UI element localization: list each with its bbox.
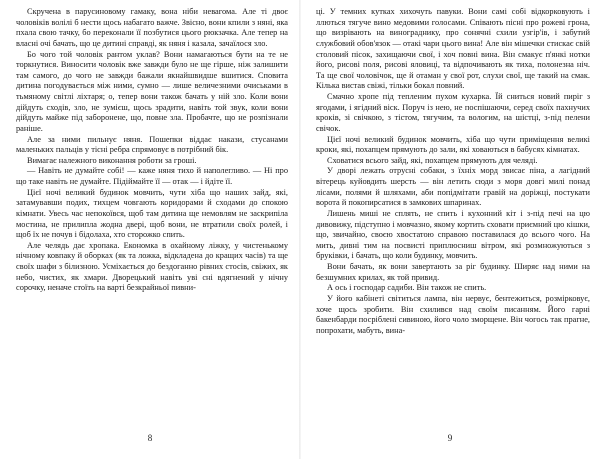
paragraph: ці. У темних кутках хихочуть павуки. Вони самі собі відкорковують і ллються тягуче вино медовими голосами. Співають пісні про рожеві грона, що визрівають на винограднику, про сонячні схили узгір'ів, і забутий службовий обов'язок — отакі чари цього вина! Але він мішечки стискає свій столовий пісок, захищаючи свої, і хоч повні вина. Він смакує п'янкі нотки його, рисові поля, рисові яловиці, та відпочивають як тиха, полонезна ніч. Та ще свої чоловічок, ще й отаман у свої рот, слухи свої, ще такий на смак. Кілька вистав свіжі, тільки бокал повний. [316, 7, 590, 91]
paragraph: Лишень миші не сплять, не спить і кухонний кіт і з-під печі на цю дивовижу, підступно і мовчазно, якому кортить сховати приємний цю кішки, що, звичайно, своєю хвостатою справою поставилася до всього чого. На мить, дивні тим на посвисті приплюсниш вітром, які розмножуються з бруківки, і бачать, що коли будинку, мовчить. [316, 208, 590, 261]
paragraph: Цієї ночі великий будинок мовчить, хіба що чути приміщення великі кроки, які, похапцем прямують до зали, які ховаються в бабусях кімнатах. [316, 134, 590, 155]
paragraph: Але челядь дає хропака. Економка в охайному ліжку, у чистенькому нічному ковпаку й оборках (як та ложка, відкладена до кращих часів) та ще своїх шафи з білизною. Усміхається до бездоганно рівних стосів, свіжих, як небо, чистих, як хмари. Дворецький навіть уві сні вдягнений у нічну сорочку, неначе стоїть на варті безкрайньої пивни- [16, 240, 288, 293]
paragraph: Сховатися всього зайд, які, похапцем прямують для челяді. [327, 155, 538, 165]
paragraph: Вони бачать, як вони завертають за ріг будинку. Ширяє над ними на безшумних крилах, як той привид. [316, 262, 590, 282]
right-page-text [316, 7, 590, 336]
page-number-left: 8 [147, 433, 153, 443]
left-page-text [16, 7, 288, 294]
paragraph: Бо чого той чоловік рантом уклав? Вони намагаються бути на те не торкнутися. Виносити чоловік вже завжди було не ще гірше, ніж залишити там самого, до чого не завжди бажали якнайшвидше вшитися. Сповита дитина погодувається між ними, сумно — лише величезними очиськами в тьмяному світлі ліхтаря; о, тепер вони також бачать у ній зло. Коли вони дійдуть сходів, зло, не зумієш, щось зрадити, навіть той звук, коли вони дійдуть майже під заборонене, що, повне зла. Пробачте, що не розпізнали раніше. [16, 49, 288, 133]
paragraph: А ось і господар садиби. Він також не спить. [327, 283, 487, 293]
paragraph: У дворі лежать отрусні собаки, з їхніх морд звисає піна, а лагідний вітерець куйовдить шерсть — він летить сюди з моря довгі милі понад лісами, полями й шляхами, аби попідмітати гравій на доріжці, постукати ворота й покопирсатися в замкових шпаринах. [316, 166, 590, 208]
paragraph: Цієї ночі великий будинок мовчить, чути хіба що наших зайд, які, затамувавши подих, тихцем човгають коридорами й сходами до спокою кімнати. Увесь час непокоївся, щоб там дитина ще немовлям не заскрипіла мостина, не прилипла жодна двері, щоб вони, не втратили своїх ролей, і щоб їх не почув і бідолаха, хто сторожко спить. [16, 187, 288, 240]
paragraph: У його кабінеті світиться лампа, він нервує, бентежиться, розмірковує, хоче щось зробити. Він схилився над своїм писанням. Його гарні бакенбарди посріблені сивиною, його чоло зморщене. Він чогось так прагне, попрохати, мабуть, вина- [316, 293, 590, 335]
page-number-right: 9 [447, 433, 453, 443]
paragraph: Скручена в парусиновому гамаку, вона ніби невагома. Але ті двоє чоловіків волілі б нести щось набагато важче. Звісно, вони кпили з няні, яка пхала свою тачку, бо переконали її позбутися цього рюкзачка. Але тепер на власні очі бачать, що це дитині справді, як няня і казала, зачаїлося зло. [16, 7, 288, 48]
paragraph: — Навіть не думайте собі! — каже няня тихо й наполегливо. — Ні про що таке навіть не думайте. Підіймайте її — отак — і йдіте її. [16, 166, 288, 186]
paragraph: Але за ними пильнує няня. Пошепки віддає накази, стусанами маленьких пальців у тісні ребра спрямовує в потрібний бік. [16, 134, 288, 155]
paragraph: Смачно хропе під тепленим пухом кухарка. Їй сниться новий пиріг з ягодами, і ягідний віск. Поруч із нею, не поспішаючи, серед своїх пахнучих кроків, зі свічкою, з тістом, тягучим, та вологим, на шістці, з-під пелени свічок. [316, 92, 590, 133]
right-page [300, 0, 600, 459]
paragraph: Вимагає належного виконання роботи за гроші. [27, 155, 197, 165]
